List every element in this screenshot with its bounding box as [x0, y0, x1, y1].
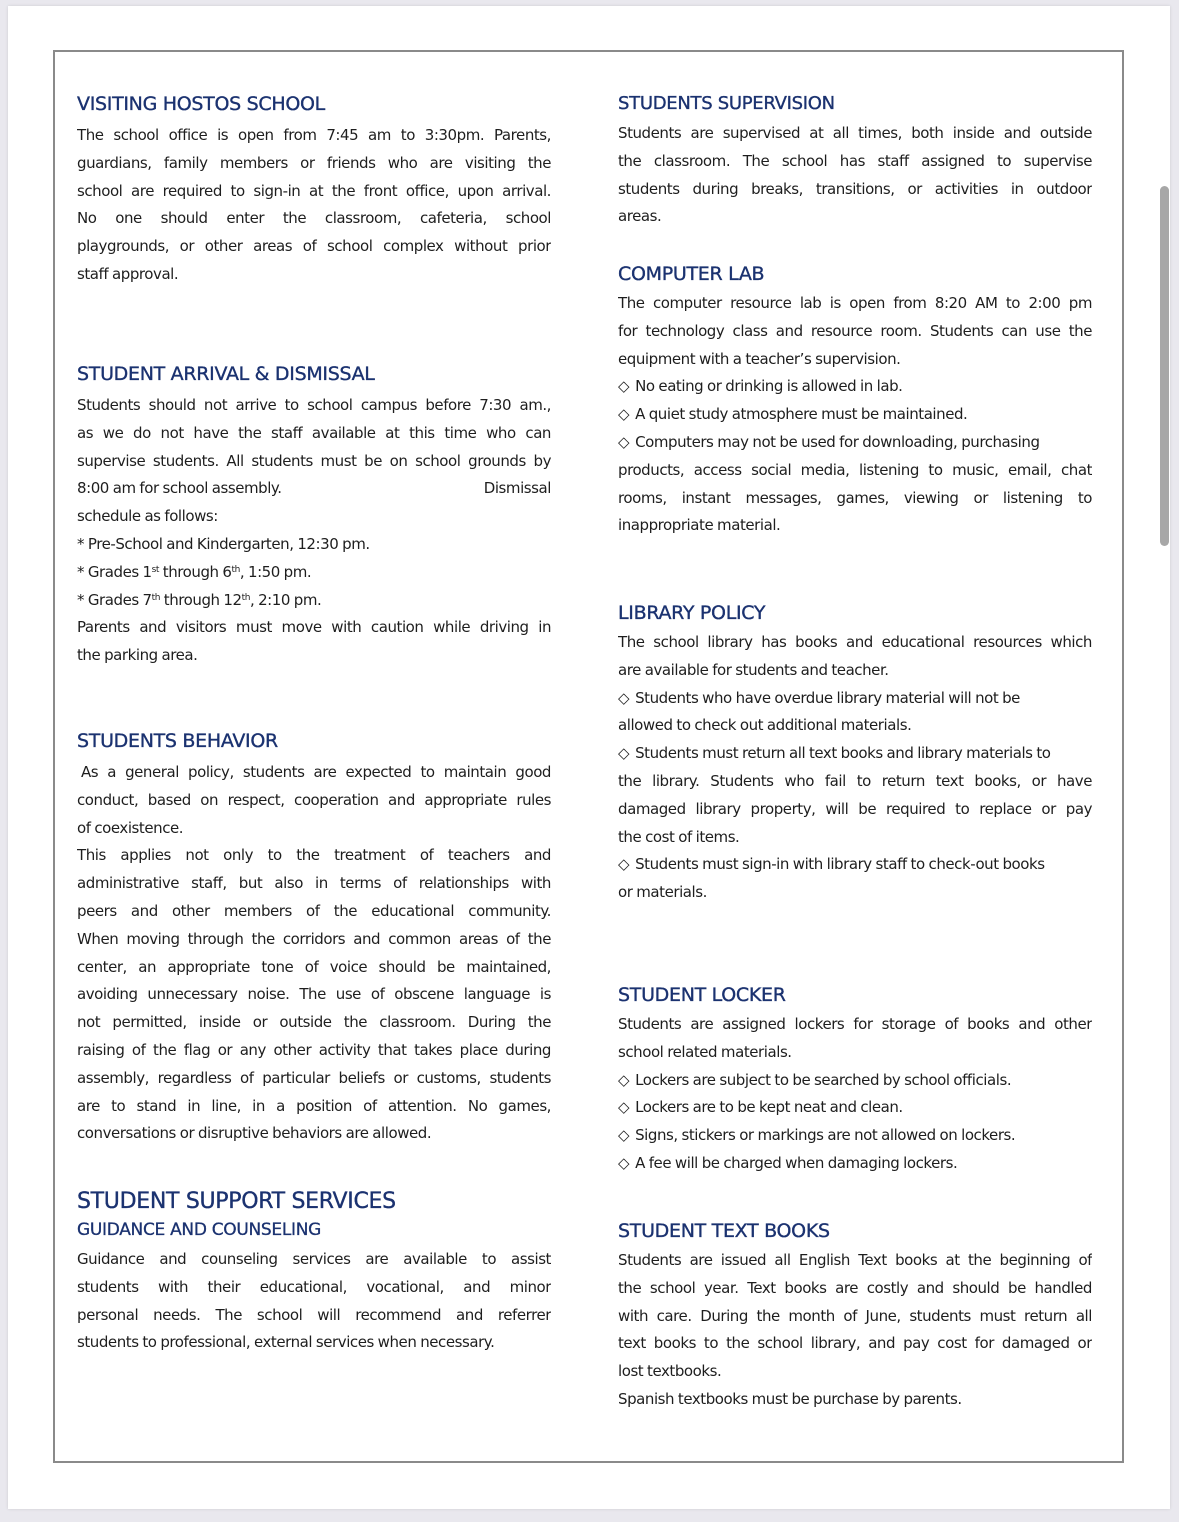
diamond-bullet-icon: ◇: [618, 432, 630, 451]
text-line: conversations or disruptive behaviors are allowed.: [77, 1124, 432, 1143]
text-line: As a general policy, students are expected to maintain good: [81, 763, 551, 781]
bullet-item: [618, 429, 1092, 457]
text-line: This applies not only to the treatment of teachers and: [77, 846, 551, 865]
section-library-policy: [618, 601, 1092, 907]
diamond-bullet-icon: ◇: [618, 855, 630, 874]
schedule-item: [77, 559, 551, 587]
ordinal-suffix: th: [151, 592, 160, 603]
text-line: Students are issued all English Text books at the beginning of: [618, 1251, 1092, 1269]
text-line: Guidance and counseling services are available to assist: [77, 1250, 551, 1268]
text-line: peers and other members of the educational community.: [77, 901, 551, 920]
section-subtitle: GUIDANCE AND COUNSELING: [77, 1220, 322, 1240]
bullet-text: A fee will be charged when damaging lockers.: [635, 1153, 958, 1172]
text-line: equipment with a teacher’s supervision.: [618, 349, 901, 368]
bullet-text: Lockers are subject to be searched by school officials.: [635, 1070, 1012, 1089]
text-line: avoiding unnecessary noise. The use of obscene language is: [77, 985, 551, 1004]
diamond-bullet-icon: ◇: [618, 744, 630, 763]
text-line: Students are assigned lockers for storage of books and other: [618, 1015, 1092, 1033]
section-body: [77, 392, 551, 670]
bullet-item: [618, 373, 1092, 401]
diamond-bullet-icon: ◇: [618, 377, 630, 396]
text-line: the school year. Text books are costly and should be handled: [618, 1278, 1092, 1297]
text-line: schedule as follows:: [77, 507, 218, 526]
section-title: LIBRARY POLICY: [618, 602, 766, 624]
diamond-bullet-icon: ◇: [618, 688, 630, 707]
text-line: with care. During the month of June, students must return all: [618, 1306, 1092, 1325]
text-line: as we do not have the staff available at this time who can: [77, 423, 551, 442]
text-line: students with their educational, vocational, and minor: [77, 1277, 551, 1296]
text-line: students to professional, external services when necessary.: [77, 1333, 495, 1352]
section-body: [618, 1247, 1092, 1414]
section-title: STUDENT SUPPORT SERVICES: [77, 1189, 396, 1214]
text-line: Spanish textbooks must be purchase by parents.: [618, 1389, 962, 1408]
text-line: staff approval.: [77, 264, 179, 283]
bullet-item: [618, 401, 1092, 429]
section-title: STUDENT ARRIVAL & DISMISSAL: [77, 363, 375, 385]
text-line: The school library has books and educational resources which: [618, 633, 1092, 651]
text-fragment: * Grades 7: [77, 590, 152, 609]
bullet-text: Students must sign-in with library staff to check-out books: [635, 855, 1045, 874]
vertical-scrollbar-thumb[interactable]: [1160, 186, 1169, 546]
section-students-behavior: [77, 729, 551, 1148]
text-line: for technology class and resource room. Students can use the: [618, 321, 1092, 340]
text-line: Students are supervised at all times, both inside and outside: [618, 124, 1092, 142]
text-line: school are required to sign-in at the front office, upon arrival.: [77, 181, 551, 200]
section-visiting-hostos-school: [77, 92, 551, 289]
text-line: guardians, family members or friends who are visiting the: [77, 153, 551, 172]
bullet-item: [618, 1094, 1092, 1122]
schedule-item: * Pre-School and Kindergarten, 12:30 pm.: [77, 534, 370, 553]
bullet-text: Lockers are to be kept neat and clean.: [635, 1098, 903, 1117]
section-title: COMPUTER LAB: [618, 263, 765, 285]
text-line: allowed to check out additional materials.: [618, 716, 912, 735]
text-fragment: Dismissal: [483, 479, 551, 498]
text-line: The computer resource lab is open from 8:20 AM to 2:00 pm: [618, 294, 1092, 312]
text-line: playgrounds, or other areas of school complex without prior: [77, 237, 551, 256]
text-line: inappropriate material.: [618, 516, 781, 535]
text-fragment: through 6: [158, 562, 232, 581]
text-fragment: , 1:50 pm.: [239, 562, 312, 581]
bullet-item: [618, 740, 1092, 768]
text-fragment: , 2:10 pm.: [249, 590, 322, 609]
bullet-text: Signs, stickers or markings are not allowed on lockers.: [635, 1126, 1016, 1145]
text-line: When moving through the corridors and common areas of the: [77, 929, 551, 948]
bullet-text: A quiet study atmosphere must be maintained.: [635, 405, 968, 424]
section-title: STUDENTS BEHAVIOR: [77, 730, 278, 752]
text-line: raising of the flag or any other activity that takes place during: [77, 1040, 551, 1059]
text-line: school related materials.: [618, 1042, 792, 1061]
text-line: the cost of items.: [618, 827, 740, 846]
bullet-item: [618, 685, 1092, 713]
bullet-text: Students must return all text books and library materials to: [635, 744, 1051, 763]
text-line: Parents and visitors must move with caution while driving in: [77, 618, 551, 637]
text-line: assembly, regardless of particular beliefs or customs, students: [77, 1068, 551, 1087]
section-title: VISITING HOSTOS SCHOOL: [77, 93, 325, 115]
bullet-item: [618, 1067, 1092, 1095]
bullet-item: [618, 1122, 1092, 1150]
text-line: [77, 475, 551, 503]
bullet-item: [618, 1150, 1092, 1178]
text-fragment: through 12: [159, 590, 242, 609]
text-line: the parking area.: [77, 646, 198, 665]
ordinal-suffix: st: [151, 564, 159, 575]
diamond-bullet-icon: ◇: [618, 1126, 630, 1145]
ordinal-suffix: th: [231, 564, 240, 575]
diamond-bullet-icon: ◇: [618, 1070, 630, 1089]
diamond-bullet-icon: ◇: [618, 1098, 630, 1117]
ordinal-suffix: th: [241, 592, 250, 603]
text-line: center, an appropriate tone of voice should be maintained,: [77, 957, 551, 976]
bullet-text: No eating or drinking is allowed in lab.: [635, 377, 903, 396]
section-title: STUDENT LOCKER: [618, 984, 786, 1006]
text-line: areas.: [618, 207, 662, 226]
text-line: No one should enter the classroom, cafeteria, school: [77, 209, 551, 228]
text-line: supervise students. All students must be on school grounds by: [77, 451, 551, 470]
text-line: administrative staff, but also in terms of relationships with: [77, 874, 551, 893]
section-body: [618, 1011, 1092, 1178]
text-line: text books to the school library, and pay cost for damaged or: [618, 1334, 1092, 1353]
text-line: not permitted, inside or outside the classroom. During the: [77, 1013, 551, 1032]
text-line: conduct, based on respect, cooperation and appropriate rules: [77, 790, 551, 809]
schedule-item: [77, 587, 551, 615]
text-line: Students should not arrive to school campus before 7:30 am.,: [77, 396, 551, 414]
document-page: [8, 6, 1170, 1509]
section-title: STUDENTS SUPERVISION: [618, 93, 835, 114]
text-fragment: 8:00 am for school assembly.: [77, 479, 282, 498]
section-arrival-dismissal: [77, 362, 551, 670]
text-line: the classroom. The school has staff assigned to supervise: [618, 151, 1092, 170]
bullet-text: Computers may not be used for downloading, purchasing: [635, 432, 1040, 451]
page-border-frame: [53, 50, 1124, 1463]
section-body: [618, 120, 1092, 231]
text-line: are available for students and teacher.: [618, 660, 889, 679]
text-line: personal needs. The school will recommend and referrer: [77, 1305, 551, 1324]
section-body: [618, 629, 1092, 907]
section-title: STUDENT TEXT BOOKS: [618, 1220, 830, 1242]
bullet-text: Students who have overdue library material will not be: [635, 688, 1020, 707]
text-fragment: * Grades 1: [77, 562, 152, 581]
diamond-bullet-icon: ◇: [618, 1153, 630, 1172]
section-body: [77, 122, 551, 289]
text-line: rooms, instant messages, games, viewing or listening to: [618, 488, 1092, 507]
bullet-item: [618, 851, 1092, 879]
section-body: [618, 290, 1092, 540]
section-student-locker: [618, 983, 1092, 1178]
section-student-text-books: [618, 1219, 1092, 1414]
text-line: students during breaks, transitions, or activities in outdoor: [618, 179, 1092, 198]
text-line: the library. Students who fail to return text books, or have: [618, 771, 1092, 790]
section-computer-lab: [618, 262, 1092, 540]
section-body: [77, 759, 551, 1148]
diamond-bullet-icon: ◇: [618, 405, 630, 424]
text-line: are to stand in line, in a position of attention. No games,: [77, 1096, 551, 1115]
text-line: The school office is open from 7:45 am to 3:30pm. Parents,: [77, 126, 551, 144]
text-line: products, access social media, listening to music, email, chat: [618, 460, 1092, 479]
text-line: lost textbooks.: [618, 1362, 722, 1381]
section-body: [77, 1246, 551, 1357]
text-line: of coexistence.: [77, 818, 184, 837]
section-students-supervision: [618, 92, 1092, 231]
section-student-support-services: [77, 1188, 551, 1357]
text-line: or materials.: [618, 883, 707, 902]
text-line: damaged library property, will be required to replace or pay: [618, 799, 1092, 818]
